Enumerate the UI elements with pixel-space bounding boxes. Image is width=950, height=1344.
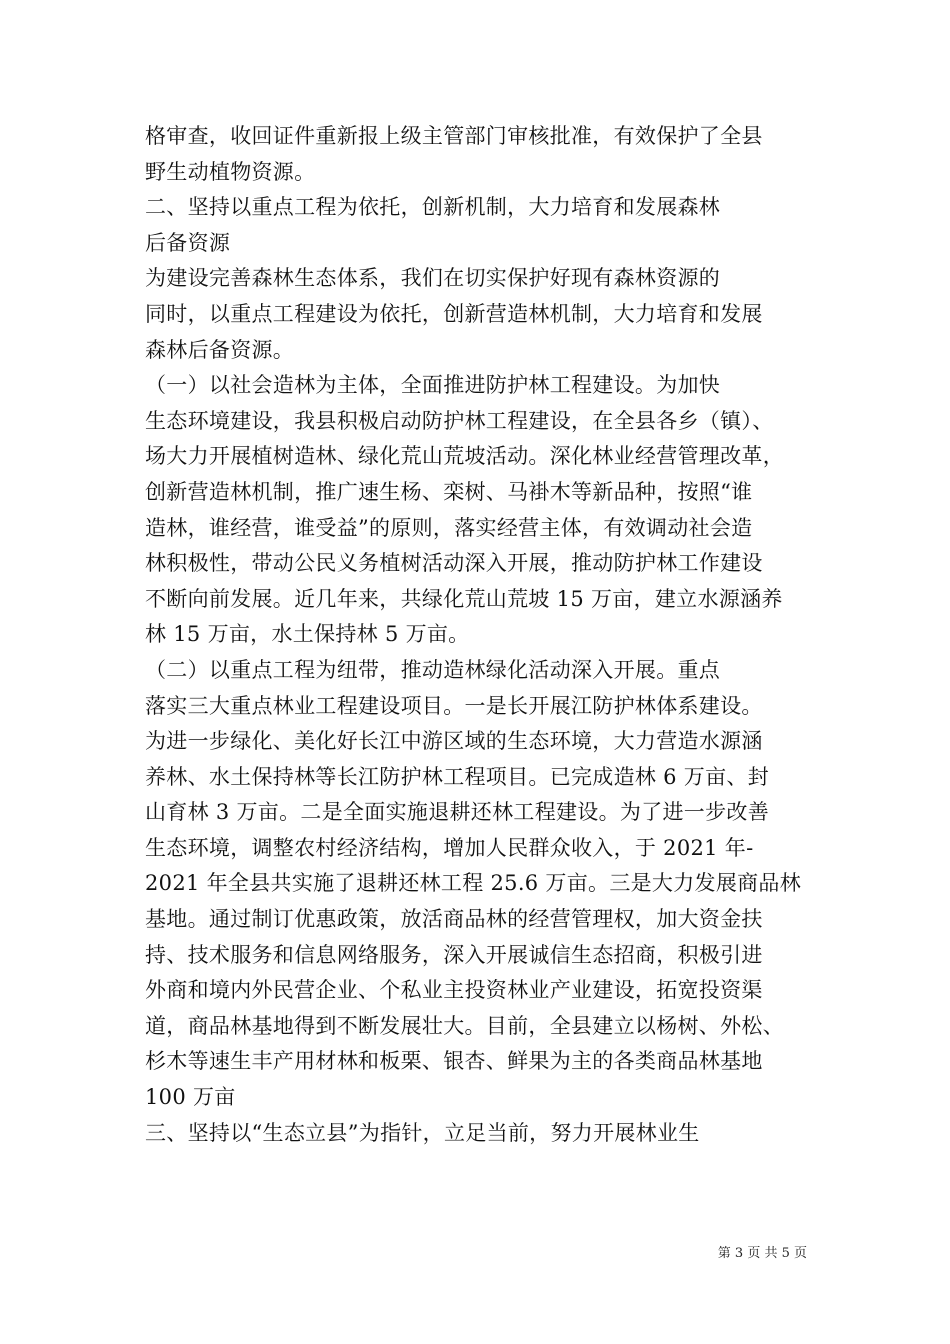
text-line: 外商和境内外民营企业、个私业主投资林业产业建设，拓宽投资渠 xyxy=(145,978,763,1003)
text-line: 林积极性，带动公民义务植树活动深入开展，推动防护林工作建设 xyxy=(145,551,763,576)
text-line: 创新营造林机制，推广速生杨、栾树、马褂木等新品种，按照“谁 xyxy=(145,479,753,504)
text-line: （一）以社会造林为主体，全面推进防护林工程建设。为加快 xyxy=(145,373,721,398)
text-line: 造林，谁经营，谁受益”的原则，落实经营主体，有效调动社会造 xyxy=(145,515,753,540)
text-line: 野生动植物资源。 xyxy=(145,159,316,184)
document-body xyxy=(145,119,807,1151)
text-line: 后备资源 xyxy=(145,230,231,255)
text-line: 森林后备资源。 xyxy=(145,337,295,362)
text-line: 不断向前发展。近几年来，共绿化荒山荒坡 15 万亩，建立水源涵养 xyxy=(145,586,783,611)
page-number: 第 3 页 共 5 页 xyxy=(717,1246,807,1261)
text-line: 场大力开展植树造林、绿化荒山荒坡活动。深化林业经营管理改革， xyxy=(145,444,784,469)
text-line: 100 万亩 xyxy=(145,1085,236,1110)
text-line: 落实三大重点林业工程建设项目。一是长开展江防护林体系建设。 xyxy=(145,693,763,718)
text-line: 林 15 万亩，水土保持林 5 万亩。 xyxy=(145,622,470,647)
text-line: 三、坚持以“生态立县”为指针，立足当前，努力开展林业生 xyxy=(145,1120,700,1145)
text-line: 持、技术服务和信息网络服务，深入开展诚信生态招商，积极引进 xyxy=(145,942,763,967)
text-line: （二）以重点工程为纽带，推动造林绿化活动深入开展。重点 xyxy=(145,657,721,682)
text-line: 山育林 3 万亩。二是全面实施退耕还林工程建设。为了进一步改善 xyxy=(145,800,770,825)
text-line: 为建设完善森林生态体系，我们在切实保护好现有森林资源的 xyxy=(145,266,721,291)
text-line: 同时，以重点工程建设为依托，创新营造林机制，大力培育和发展 xyxy=(145,301,763,326)
text-line: 2021 年全县共实施了退耕还林工程 25.6 万亩。三是大力发展商品林 xyxy=(145,871,802,896)
text-line: 基地。通过制订优惠政策，放活商品林的经营管理权，加大资金扶 xyxy=(145,907,763,932)
text-line: 生态环境，调整农村经济结构，增加人民群众收入，于 2021 年- xyxy=(145,835,754,860)
text-line: 二、坚持以重点工程为依托，创新机制，大力培育和发展森林 xyxy=(145,195,721,220)
text-line: 道，商品林基地得到不断发展壮大。目前，全县建立以杨树、外松、 xyxy=(145,1013,784,1038)
text-line: 养林、水土保持林等长江防护林工程项目。已完成造林 6 万亩、封 xyxy=(145,764,770,789)
text-line: 生态环境建设，我县积极启动防护林工程建设，在全县各乡（镇）、 xyxy=(145,408,774,433)
text-line: 为进一步绿化、美化好长江中游区域的生态环境，大力营造水源涵 xyxy=(145,729,763,754)
text-line: 格审查，收回证件重新报上级主管部门审核批准，有效保护了全县 xyxy=(145,124,763,148)
text-line: 杉木等速生丰产用材林和板栗、银杏、鲜果为主的各类商品林基地 xyxy=(145,1049,763,1074)
